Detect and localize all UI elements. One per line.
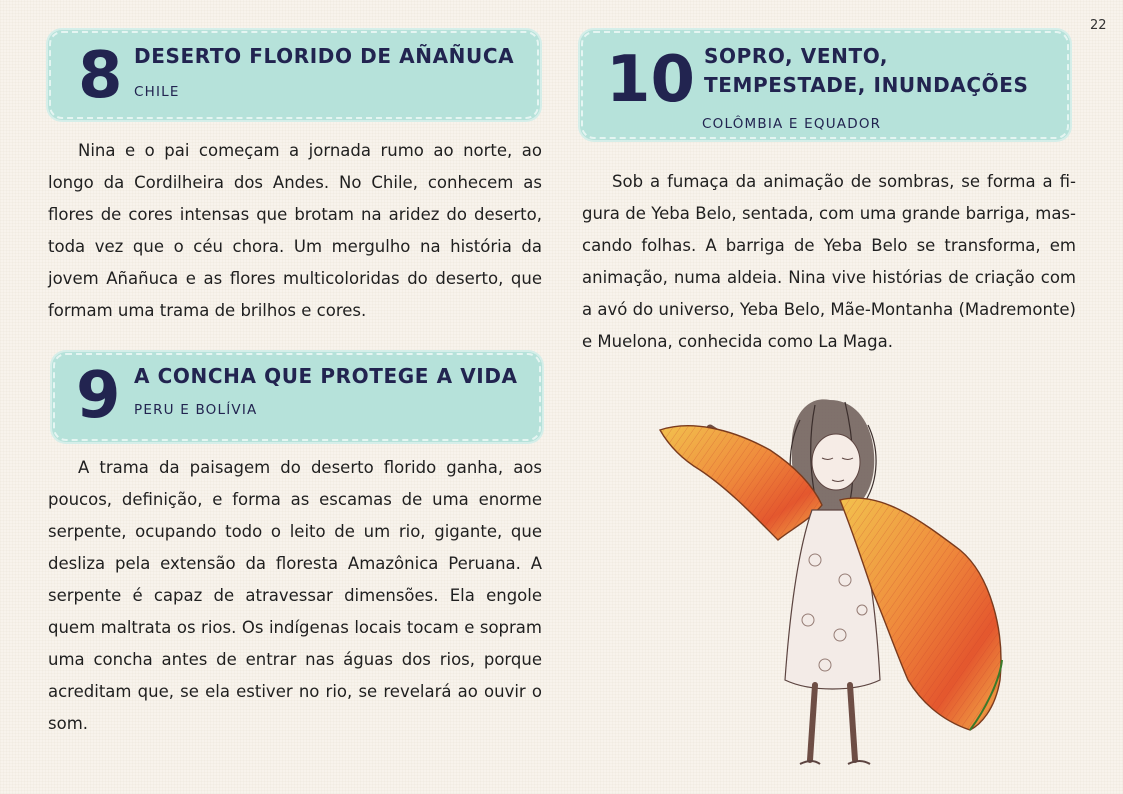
page-number: 22 [1090,18,1107,33]
section-10-title: SOPRO, VENTO, TEMPESTADE, INUNDAÇÕES [704,44,1029,97]
section-10-text: Sob a fumaça da animação de sombras, se forma a figura de Yeba Belo, sentada, com uma grande barriga, mascando folhas. A barriga de Yeba Belo se transforma, em animação, numa aldeia. Nina vive histórias de criação com a avó do universo, Yeba Belo, Mãe-Montanha (Madremonte) e Muelona, conhecida como La Maga. [582,172,1076,351]
section-9-text: A trama da paisagem do deserto florido ganha, aos poucos, definição, e forma as escamas de uma enorme serpente, ocupando todo o leito de um rio, gigante, que desliza pela extensão da floresta Amazônica Peruana. A serpente é capaz de atravessar dimensões. Ela engole quem maltrata os rios. Os indígenas locais tocam e sopram uma concha antes de entrar nas águas dos rios, porque acreditam que, se ela estiver no rio, se revelará ao ouvir o som. [48,458,542,733]
section-8-number: 8 [78,39,123,113]
section-10-country: COLÔMBIA E EQUADOR [702,116,882,132]
section-8-title: DESERTO FLORIDO DE AÑAÑUCA [134,44,515,68]
section-8-text: Nina e o pai começam a jornada rumo ao norte, ao longo da Cordilheira dos Andes. No Chile, conhecem as flores de cores intensas que brotam na aridez do deserto, toda vez que o céu chora. Um mergulho na história da jovem Añañuca e as flores multicoloridas do deserto, que formam uma trama de brilhos e cores. [48,141,542,320]
section-9-title: A CONCHA QUE PROTEGE A VIDA [134,364,518,388]
section-9-number: 9 [76,359,121,433]
section-8-country: CHILE [134,84,180,100]
girl-with-cloak-illustration [640,380,1020,794]
section-9-header [52,352,542,442]
section-10-number: 10 [606,43,696,117]
section-9-country: PERU E BOLÍVIA [134,402,258,418]
section-8-header [48,30,540,120]
section-10-header [580,30,1070,140]
